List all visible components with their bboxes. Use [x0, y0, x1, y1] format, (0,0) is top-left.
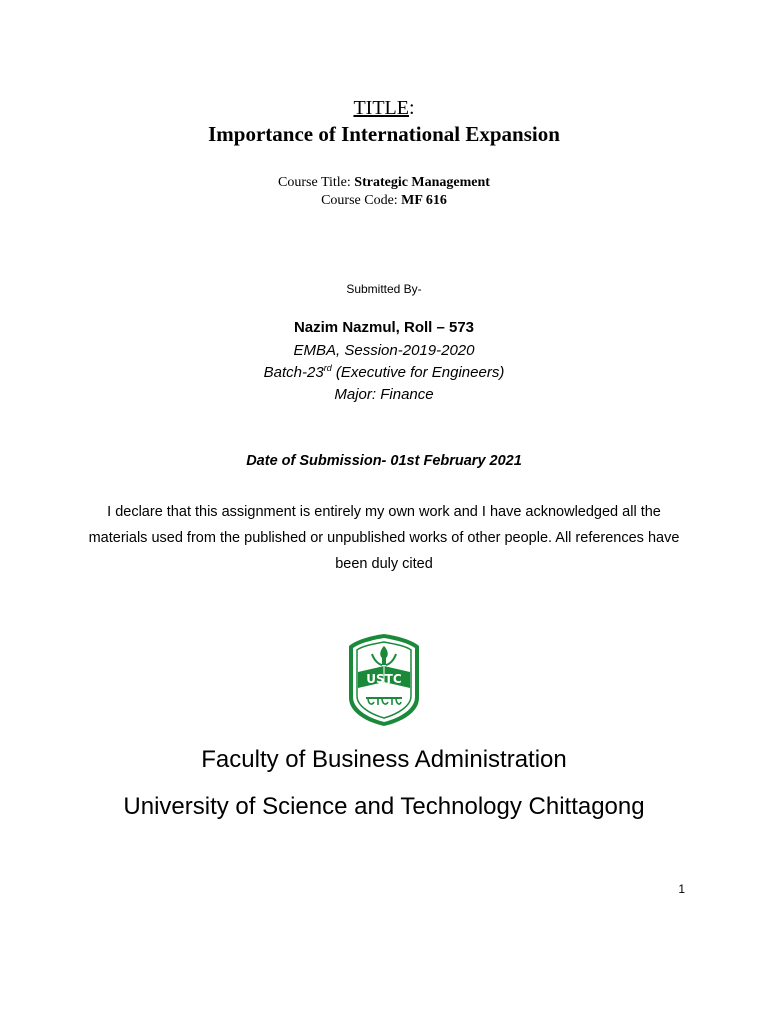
course-title-label: Course Title:: [278, 175, 351, 190]
declaration-text: I declare that this assignment is entirely my own work and I have acknowledged all the materials used from the published or unpublished works of other people. All references have been duly cited: [88, 504, 680, 572]
course-code-line: [0, 192, 768, 209]
title-label-text: TITLE: [353, 97, 409, 119]
batch-line: [0, 362, 768, 384]
batch-suffix: (Executive for Engineers): [331, 364, 505, 381]
batch-prefix: Batch-23: [263, 364, 324, 381]
submitted-by-label: Submitted By-: [346, 282, 422, 296]
faculty-name: Faculty of Business Administration: [201, 746, 567, 773]
page-number: 1: [678, 882, 685, 896]
course-title-line: [0, 174, 768, 191]
author-name: Nazim Nazmul, Roll – 573: [293, 319, 475, 336]
course-code-value: MF 616: [401, 193, 447, 208]
logo-text: USTC: [366, 672, 402, 686]
course-code-label: Course Code:: [321, 193, 398, 208]
course-title-value: Strategic Management: [354, 175, 490, 190]
batch-superscript: rd: [323, 363, 332, 373]
document-title: Importance of International Expansion: [208, 122, 560, 146]
title-label-colon: :: [408, 97, 415, 119]
ustc-logo-graphic: [346, 632, 422, 728]
program-session: EMBA, Session-2019-2020: [293, 342, 475, 359]
submission-date: Date of Submission- 01st February 2021: [246, 453, 522, 469]
university-name: University of Science and Technology Chittagong: [123, 793, 645, 820]
major-line: Major: Finance: [334, 386, 434, 403]
title-label: [0, 96, 768, 120]
ustc-shield-logo: [346, 632, 422, 728]
